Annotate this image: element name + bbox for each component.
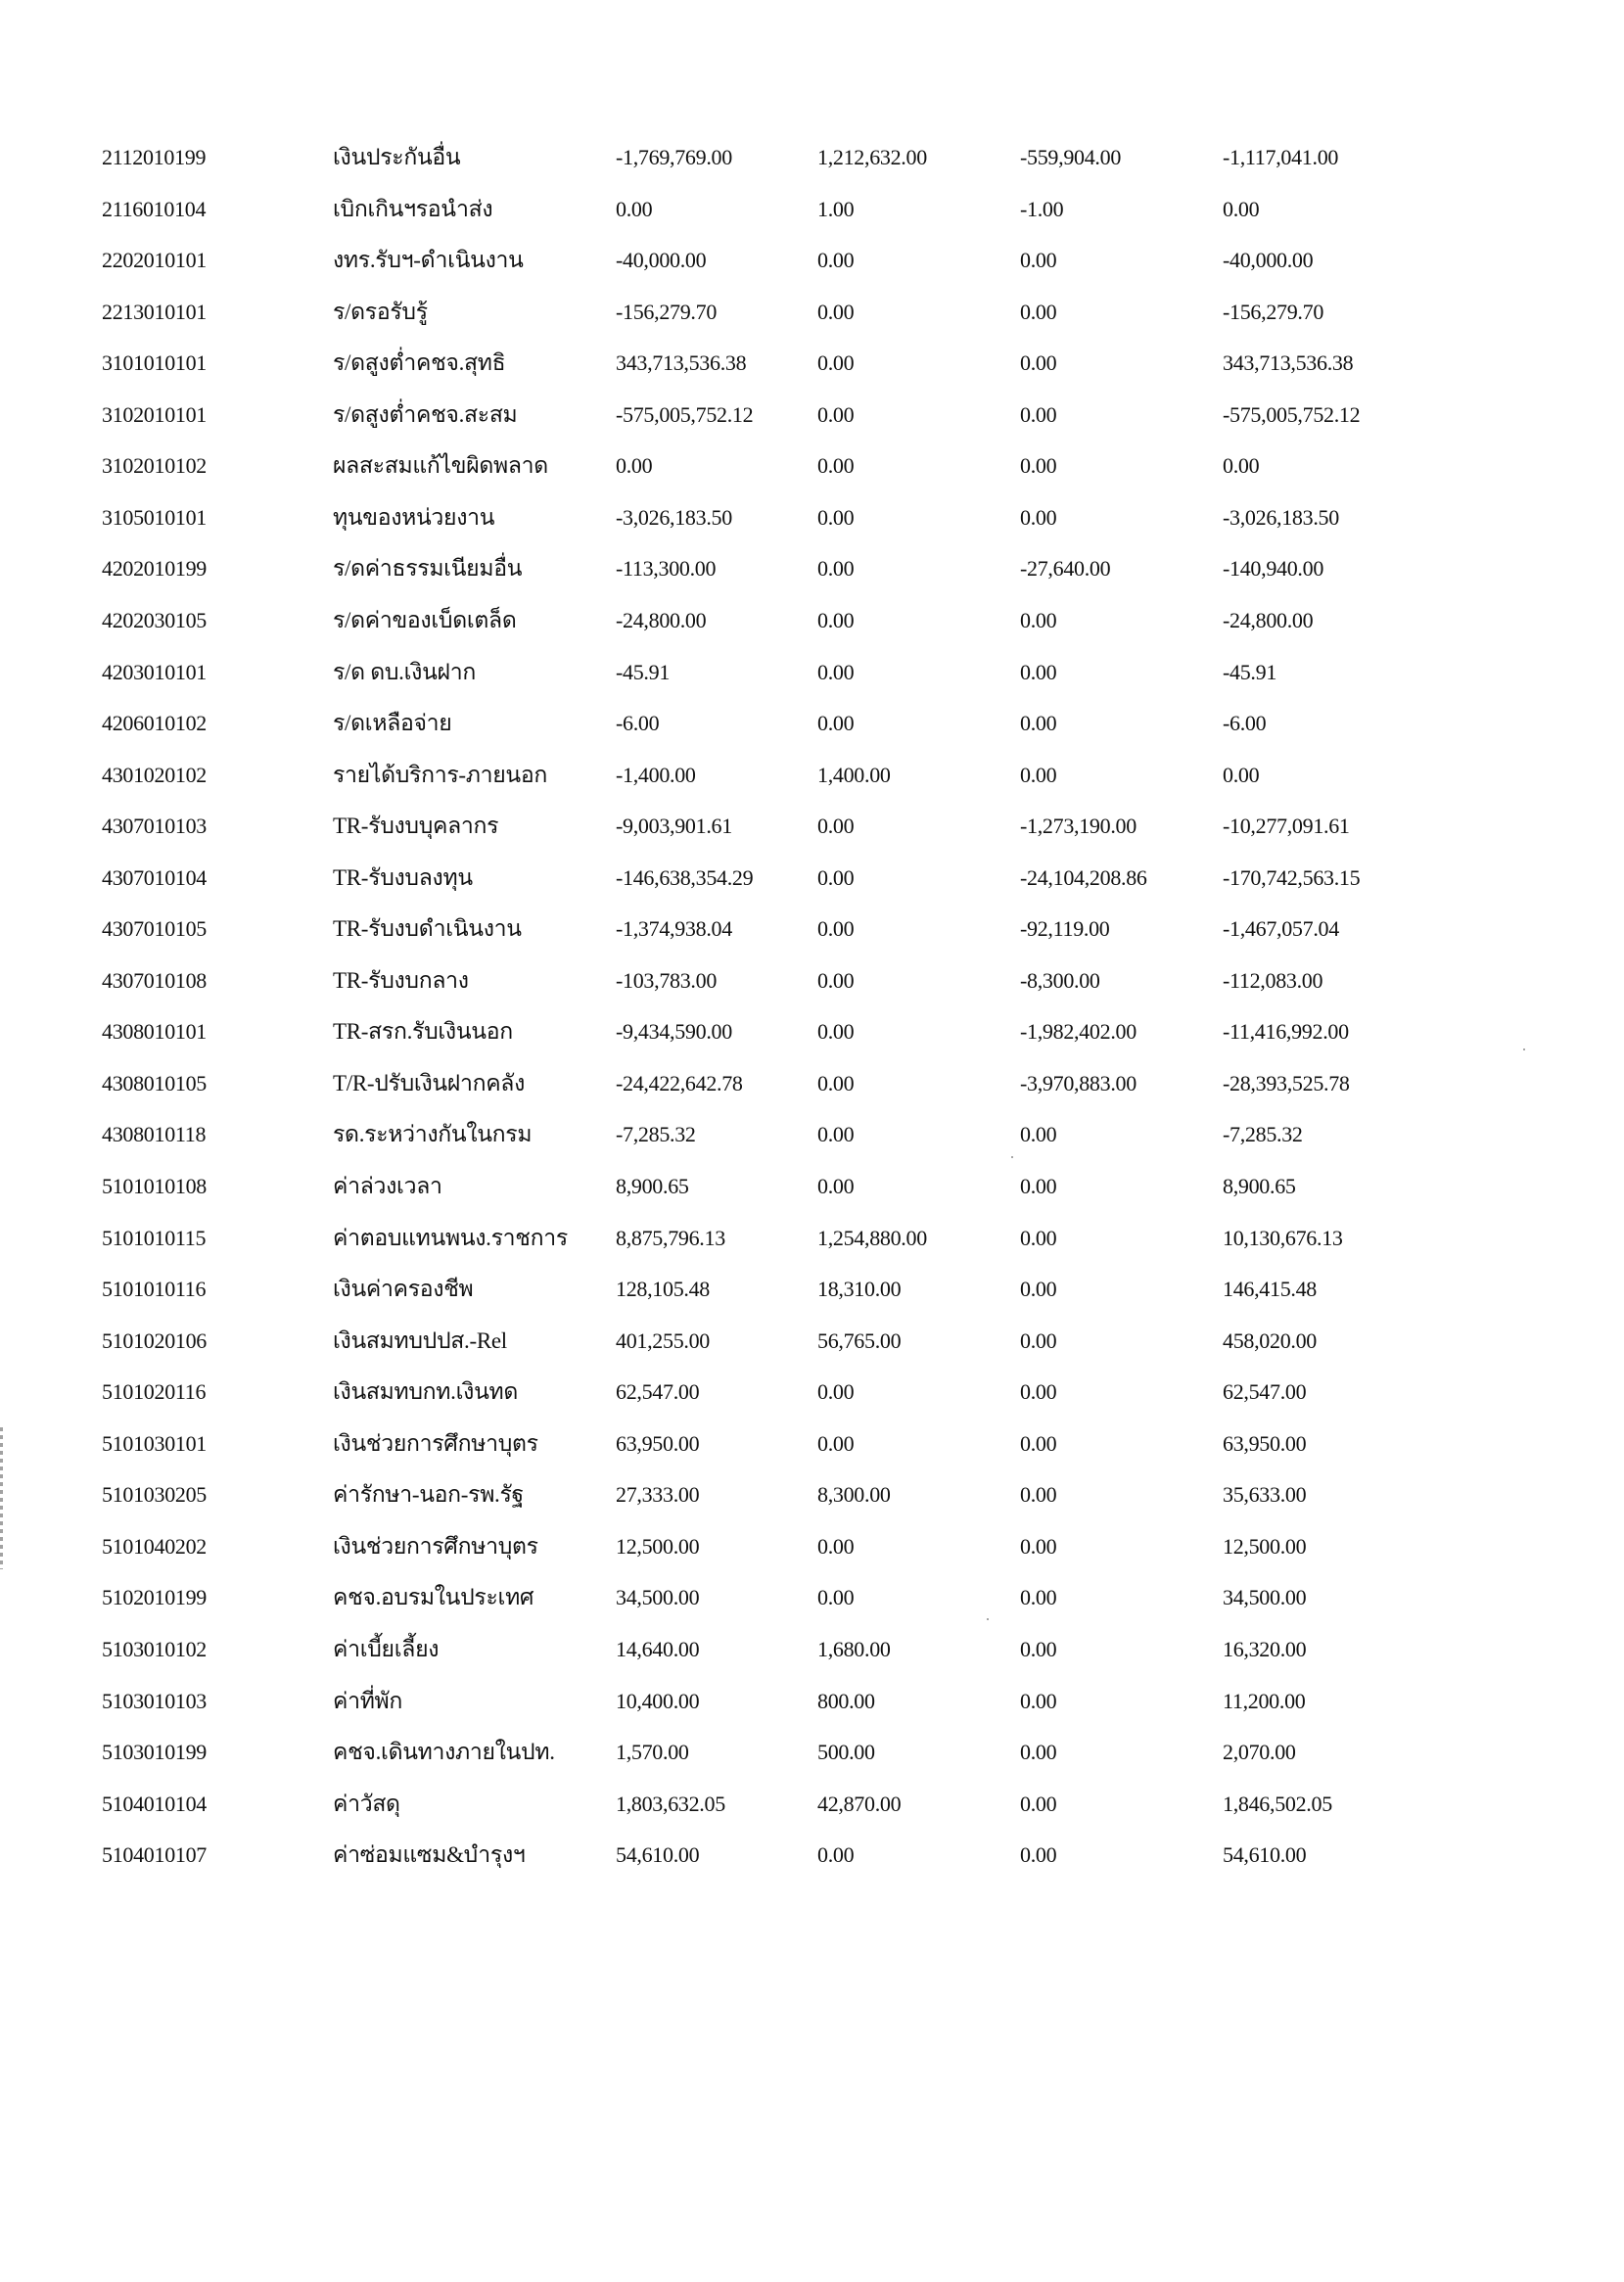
credit-amount: -1.00 — [1020, 196, 1064, 221]
balance-carried-forward: -10,277,091.61 — [1223, 814, 1350, 839]
account-code: 4307010105 — [102, 916, 208, 942]
balance-brought-forward: 12,500.00 — [616, 1533, 700, 1559]
balance-carried-forward: -7,285.32 — [1223, 1122, 1303, 1147]
table-row — [0, 653, 1624, 692]
debit-amount: 0.00 — [817, 299, 855, 324]
account-name: ร/ดเหลือจ่าย — [333, 711, 452, 736]
balance-brought-forward: -9,003,901.61 — [616, 814, 732, 839]
balance-brought-forward: -113,300.00 — [616, 556, 717, 582]
balance-brought-forward: 128,105.48 — [616, 1277, 711, 1302]
account-code: 4307010104 — [102, 864, 208, 890]
credit-amount: -27,640.00 — [1020, 556, 1111, 582]
account-code: 4206010102 — [102, 711, 208, 736]
table-row — [0, 396, 1624, 435]
credit-amount: 0.00 — [1020, 1122, 1057, 1147]
table-row — [0, 138, 1624, 177]
table-row — [0, 1578, 1624, 1617]
balance-carried-forward: -112,083.00 — [1223, 967, 1323, 993]
balance-carried-forward: 343,713,536.38 — [1223, 350, 1354, 376]
balance-brought-forward: -3,026,183.50 — [616, 504, 732, 530]
credit-amount: 0.00 — [1020, 1430, 1057, 1456]
balance-carried-forward: 63,950.00 — [1223, 1430, 1307, 1456]
table-row — [0, 756, 1624, 795]
balance-brought-forward: -24,422,642.78 — [616, 1070, 743, 1095]
balance-carried-forward: -156,279.70 — [1223, 299, 1324, 324]
balance-brought-forward: -24,800.00 — [616, 607, 707, 632]
account-name: ค่าเบี้ยเลี้ยง — [333, 1636, 440, 1661]
balance-brought-forward: -146,638,354.29 — [616, 864, 754, 890]
debit-amount: 18,310.00 — [817, 1277, 902, 1302]
table-row — [0, 807, 1624, 846]
account-name: รด.ระหว่างกันในกรม — [333, 1122, 533, 1147]
table-row — [0, 1733, 1624, 1772]
credit-amount: 0.00 — [1020, 1174, 1057, 1198]
account-code: 2202010101 — [102, 248, 208, 273]
debit-amount: 0.00 — [817, 607, 855, 632]
account-code: 4203010101 — [102, 659, 208, 684]
account-name: ร/ด ดบ.เงินฝาก — [333, 659, 476, 684]
account-code: 2213010101 — [102, 299, 208, 324]
account-name: TR-รับงบลงทุน — [333, 864, 473, 890]
balance-carried-forward: 35,633.00 — [1223, 1482, 1307, 1508]
balance-brought-forward: -6.00 — [616, 711, 660, 736]
debit-amount: 1,212,632.00 — [817, 145, 927, 169]
balance-brought-forward: 1,803,632.05 — [616, 1791, 725, 1816]
balance-carried-forward: -11,416,992.00 — [1223, 1019, 1349, 1045]
account-name: เงินสมทบกท.เงินทด — [333, 1379, 519, 1405]
balance-carried-forward: -140,940.00 — [1223, 556, 1324, 582]
debit-amount: 42,870.00 — [817, 1791, 902, 1816]
account-code: 4308010101 — [102, 1019, 208, 1045]
table-row — [0, 1322, 1624, 1361]
debit-amount: 0.00 — [817, 350, 855, 376]
account-name: เงินค่าครองชีพ — [333, 1277, 474, 1302]
account-code: 5103010199 — [102, 1740, 208, 1765]
account-name: เบิกเกินฯรอนำส่ง — [333, 196, 493, 221]
debit-amount: 0.00 — [817, 1019, 855, 1045]
balance-brought-forward: 27,333.00 — [616, 1482, 700, 1508]
debit-amount: 0.00 — [817, 1070, 855, 1095]
account-name: ค่าวัสดุ — [333, 1791, 400, 1816]
balance-brought-forward: 343,713,536.38 — [616, 350, 747, 376]
account-code: 3105010101 — [102, 504, 208, 530]
table-row — [0, 1836, 1624, 1875]
table-row — [0, 1219, 1624, 1258]
debit-amount: 0.00 — [817, 1842, 855, 1868]
credit-amount: 0.00 — [1020, 350, 1057, 376]
balance-brought-forward: -156,279.70 — [616, 299, 718, 324]
account-name: ค่าตอบแทนพนง.ราชการ — [333, 1225, 568, 1250]
balance-brought-forward: 401,255.00 — [616, 1327, 711, 1353]
account-name: ร/ดสูงต่ำคชจ.สะสม — [333, 401, 518, 427]
table-row — [0, 1167, 1624, 1206]
account-name: ร/ดสูงต่ำคชจ.สุทธิ — [333, 350, 506, 376]
balance-brought-forward: 10,400.00 — [616, 1688, 700, 1713]
debit-amount: 0.00 — [817, 711, 855, 736]
scan-artifact-dot — [987, 1618, 989, 1620]
credit-amount: -1,273,190.00 — [1020, 814, 1137, 839]
account-name: คชจ.อบรมในประเทศ — [333, 1585, 534, 1610]
balance-brought-forward: -1,374,938.04 — [616, 916, 732, 942]
debit-amount: 0.00 — [817, 916, 855, 942]
debit-amount: 1,400.00 — [817, 762, 891, 787]
credit-amount: 0.00 — [1020, 1533, 1057, 1559]
credit-amount: 0.00 — [1020, 1482, 1057, 1508]
account-name: คชจ.เดินทางภายในปท. — [333, 1740, 555, 1765]
debit-amount: 1,254,880.00 — [817, 1225, 927, 1250]
account-code: 2116010104 — [102, 196, 207, 221]
account-name: ร/ดค่าธรรมเนียมอื่น — [333, 556, 523, 582]
balance-carried-forward: -40,000.00 — [1223, 248, 1314, 273]
account-code: 5102010199 — [102, 1585, 208, 1610]
balance-carried-forward: 62,547.00 — [1223, 1379, 1307, 1405]
credit-amount: 0.00 — [1020, 453, 1057, 479]
account-name: ค่าที่พัก — [333, 1688, 403, 1713]
balance-brought-forward: 62,547.00 — [616, 1379, 700, 1405]
balance-brought-forward: -575,005,752.12 — [616, 401, 754, 427]
balance-brought-forward: -1,769,769.00 — [616, 145, 732, 169]
debit-amount: 1,680.00 — [817, 1636, 891, 1661]
debit-amount: 800.00 — [817, 1688, 875, 1713]
balance-carried-forward: 10,130,676.13 — [1223, 1225, 1343, 1250]
scan-artifact-dot — [1523, 1048, 1525, 1050]
scan-artifact-edge-mark — [0, 1427, 3, 1569]
credit-amount: 0.00 — [1020, 504, 1057, 530]
account-code: 4202010199 — [102, 556, 208, 582]
account-code: 5101020106 — [102, 1327, 208, 1353]
balance-brought-forward: 54,610.00 — [616, 1842, 700, 1868]
credit-amount: -24,104,208.86 — [1020, 864, 1147, 890]
account-name: TR-สรก.รับเงินนอก — [333, 1019, 513, 1045]
table-row — [0, 190, 1624, 229]
account-code: 3102010102 — [102, 453, 208, 479]
account-name: ผลสะสมแก้ไขผิดพลาด — [333, 453, 548, 479]
table-row — [0, 1424, 1624, 1464]
table-row — [0, 1270, 1624, 1309]
credit-amount: -92,119.00 — [1020, 916, 1110, 942]
table-row — [0, 909, 1624, 949]
table-row — [0, 704, 1624, 743]
table-row — [0, 1527, 1624, 1566]
debit-amount: 0.00 — [817, 1430, 855, 1456]
balance-carried-forward: -575,005,752.12 — [1223, 401, 1361, 427]
account-name: TR-รับงบดำเนินงาน — [333, 916, 522, 942]
balance-brought-forward: 63,950.00 — [616, 1430, 700, 1456]
debit-amount: 0.00 — [817, 659, 855, 684]
credit-amount: 0.00 — [1020, 1791, 1057, 1816]
table-row — [0, 241, 1624, 280]
balance-brought-forward: 0.00 — [616, 453, 653, 479]
scan-artifact-dot — [1011, 1156, 1013, 1158]
balance-carried-forward: 34,500.00 — [1223, 1585, 1307, 1610]
balance-carried-forward: -3,026,183.50 — [1223, 504, 1339, 530]
balance-carried-forward: -170,742,563.15 — [1223, 864, 1361, 890]
credit-amount: 0.00 — [1020, 1740, 1057, 1765]
table-row — [0, 1785, 1624, 1824]
credit-amount: 0.00 — [1020, 248, 1057, 273]
credit-amount: 0.00 — [1020, 1327, 1057, 1353]
balance-carried-forward: 458,020.00 — [1223, 1327, 1318, 1353]
debit-amount: 0.00 — [817, 1585, 855, 1610]
account-code: 5103010103 — [102, 1688, 208, 1713]
balance-carried-forward: 54,610.00 — [1223, 1842, 1307, 1868]
balance-carried-forward: 0.00 — [1223, 453, 1260, 479]
table-row — [0, 549, 1624, 588]
account-code: 5101030205 — [102, 1482, 208, 1508]
credit-amount: 0.00 — [1020, 711, 1057, 736]
debit-amount: 8,300.00 — [817, 1482, 891, 1508]
table-row — [0, 961, 1624, 1001]
account-name: ค่าล่วงเวลา — [333, 1174, 442, 1198]
balance-brought-forward: -103,783.00 — [616, 967, 718, 993]
credit-amount: 0.00 — [1020, 1379, 1057, 1405]
debit-amount: 1.00 — [817, 196, 855, 221]
account-code: 5101030101 — [102, 1430, 208, 1456]
credit-amount: 0.00 — [1020, 762, 1057, 787]
account-name: T/R-ปรับเงินฝากคลัง — [333, 1070, 526, 1095]
table-row — [0, 498, 1624, 537]
account-code: 5104010107 — [102, 1842, 208, 1868]
account-code: 5104010104 — [102, 1791, 208, 1816]
balance-carried-forward: -24,800.00 — [1223, 607, 1314, 632]
debit-amount: 0.00 — [817, 1533, 855, 1559]
balance-brought-forward: 34,500.00 — [616, 1585, 700, 1610]
debit-amount: 0.00 — [817, 814, 855, 839]
debit-amount: 0.00 — [817, 1122, 855, 1147]
debit-amount: 56,765.00 — [817, 1327, 902, 1353]
account-name: เงินช่วยการศึกษาบุตร — [333, 1533, 538, 1559]
credit-amount: 0.00 — [1020, 1277, 1057, 1302]
account-name: ร/ดรอรับรู้ — [333, 299, 428, 324]
debit-amount: 0.00 — [817, 864, 855, 890]
table-row — [0, 1115, 1624, 1154]
account-code: 5101010108 — [102, 1174, 208, 1198]
credit-amount: 0.00 — [1020, 1585, 1057, 1610]
balance-carried-forward: -45.91 — [1223, 659, 1277, 684]
account-code: 5103010102 — [102, 1636, 208, 1661]
balance-brought-forward: 0.00 — [616, 196, 653, 221]
credit-amount: -8,300.00 — [1020, 967, 1100, 993]
account-code: 5101020116 — [102, 1379, 207, 1405]
debit-amount: 0.00 — [817, 504, 855, 530]
credit-amount: 0.00 — [1020, 1636, 1057, 1661]
debit-amount: 0.00 — [817, 1379, 855, 1405]
credit-amount: -1,982,402.00 — [1020, 1019, 1137, 1045]
credit-amount: 0.00 — [1020, 659, 1057, 684]
account-code: 5101040202 — [102, 1533, 208, 1559]
credit-amount: -3,970,883.00 — [1020, 1070, 1137, 1095]
balance-brought-forward: 8,900.65 — [616, 1174, 689, 1198]
balance-carried-forward: 146,415.48 — [1223, 1277, 1318, 1302]
account-code: 4308010118 — [102, 1122, 207, 1147]
debit-amount: 0.00 — [817, 1174, 855, 1198]
credit-amount: 0.00 — [1020, 1842, 1057, 1868]
balance-brought-forward: -40,000.00 — [616, 248, 707, 273]
balance-carried-forward: 8,900.65 — [1223, 1174, 1296, 1198]
table-row — [0, 344, 1624, 383]
table-row — [0, 293, 1624, 332]
balance-carried-forward: 11,200.00 — [1223, 1688, 1306, 1713]
balance-brought-forward: 8,875,796.13 — [616, 1225, 725, 1250]
account-name: งทร.รับฯ-ดำเนินงาน — [333, 248, 524, 273]
account-code: 5101010116 — [102, 1277, 207, 1302]
debit-amount: 0.00 — [817, 401, 855, 427]
debit-amount: 0.00 — [817, 248, 855, 273]
balance-brought-forward: 14,640.00 — [616, 1636, 700, 1661]
balance-brought-forward: -45.91 — [616, 659, 671, 684]
balance-brought-forward: 1,570.00 — [616, 1740, 689, 1765]
account-name: ค่ารักษา-นอก-รพ.รัฐ — [333, 1482, 524, 1508]
credit-amount: 0.00 — [1020, 299, 1057, 324]
table-row — [0, 1373, 1624, 1412]
balance-brought-forward: -1,400.00 — [616, 762, 696, 787]
credit-amount: 0.00 — [1020, 1688, 1057, 1713]
balance-carried-forward: -6.00 — [1223, 711, 1267, 736]
balance-carried-forward: 1,846,502.05 — [1223, 1791, 1332, 1816]
table-row — [0, 1682, 1624, 1721]
credit-amount: -559,904.00 — [1020, 145, 1122, 169]
balance-carried-forward: -28,393,525.78 — [1223, 1070, 1350, 1095]
credit-amount: 0.00 — [1020, 607, 1057, 632]
balance-carried-forward: 12,500.00 — [1223, 1533, 1307, 1559]
balance-carried-forward: 0.00 — [1223, 762, 1260, 787]
balance-brought-forward: -9,434,590.00 — [616, 1019, 732, 1045]
debit-amount: 0.00 — [817, 453, 855, 479]
account-code: 2112010199 — [102, 145, 207, 169]
balance-carried-forward: 16,320.00 — [1223, 1636, 1307, 1661]
account-name: เงินช่วยการศึกษาบุตร — [333, 1430, 538, 1456]
account-code: 5101010115 — [102, 1225, 207, 1250]
credit-amount: 0.00 — [1020, 401, 1057, 427]
account-code: 3101010101 — [102, 350, 208, 376]
balance-carried-forward: 2,070.00 — [1223, 1740, 1296, 1765]
account-name: ร/ดค่าของเบ็ดเตล็ด — [333, 607, 517, 632]
account-name: TR-รับงบบุคลากร — [333, 814, 499, 839]
account-code: 4307010103 — [102, 814, 208, 839]
debit-amount: 500.00 — [817, 1740, 875, 1765]
account-name: รายได้บริการ-ภายนอก — [333, 762, 547, 787]
account-code: 4308010105 — [102, 1070, 208, 1095]
credit-amount: 0.00 — [1020, 1225, 1057, 1250]
account-code: 4202030105 — [102, 607, 208, 632]
balance-carried-forward: -1,467,057.04 — [1223, 916, 1339, 942]
debit-amount: 0.00 — [817, 556, 855, 582]
table-row — [0, 859, 1624, 898]
table-row — [0, 446, 1624, 486]
table-row — [0, 601, 1624, 640]
account-name: TR-รับงบกลาง — [333, 967, 469, 993]
account-code: 4301020102 — [102, 762, 208, 787]
table-row — [0, 1012, 1624, 1051]
account-code: 3102010101 — [102, 401, 208, 427]
balance-carried-forward: -1,117,041.00 — [1223, 145, 1339, 169]
account-name: เงินสมทบปปส.-Rel — [333, 1327, 507, 1353]
account-name: เงินประกันอื่น — [333, 145, 461, 169]
account-name: ทุนของหน่วยงาน — [333, 504, 495, 530]
table-row — [0, 1064, 1624, 1103]
balance-carried-forward: 0.00 — [1223, 196, 1260, 221]
balance-brought-forward: -7,285.32 — [616, 1122, 696, 1147]
debit-amount: 0.00 — [817, 967, 855, 993]
table-row — [0, 1475, 1624, 1514]
account-code: 4307010108 — [102, 967, 208, 993]
account-name: ค่าซ่อมแซม&บำรุงฯ — [333, 1842, 526, 1868]
table-row — [0, 1630, 1624, 1669]
